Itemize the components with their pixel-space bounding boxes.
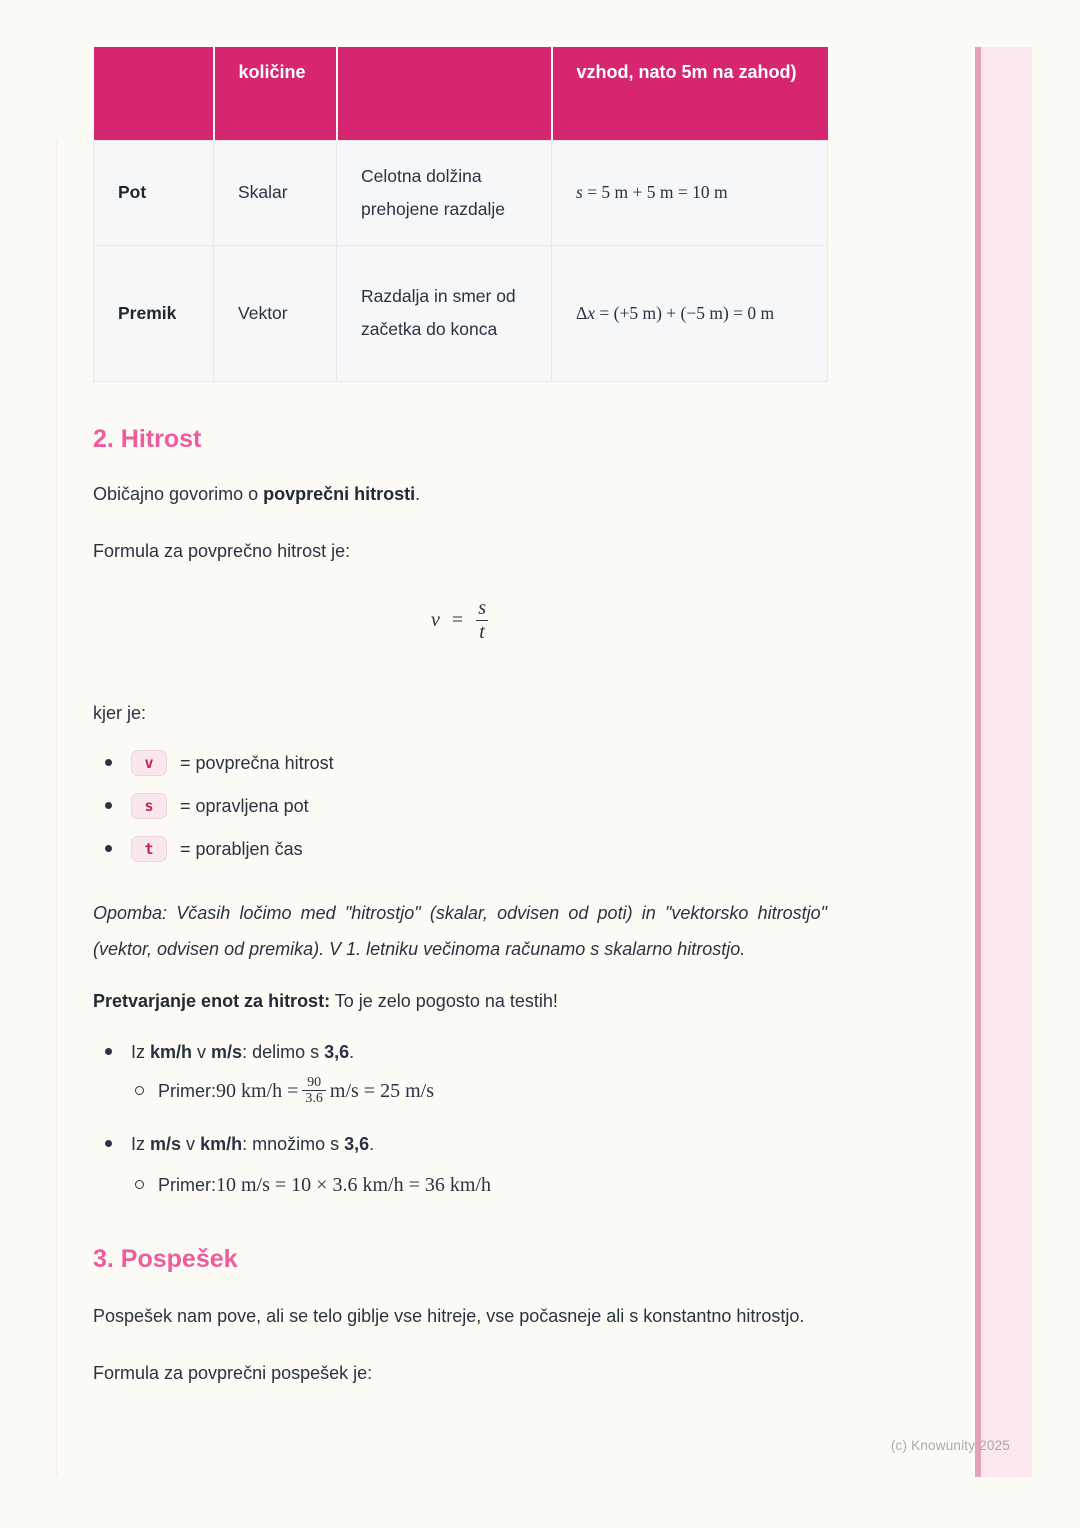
example-math-pre: 90 km/h = xyxy=(216,1079,299,1102)
conversion-heading-rest: To je zelo pogosto na testih! xyxy=(330,990,558,1011)
symbol-list xyxy=(93,749,827,863)
table-cell-term: Pot xyxy=(94,140,214,245)
pospesek-paragraph: Pospešek nam pove, ali se telo giblje vse hitreje, vse počasneje ali s konstantno hitrostjo. xyxy=(93,1305,805,1326)
table-cell-description: Celotna dolžina prehojene razdalje xyxy=(337,140,552,245)
example-math-post: m/s = 25 m/s xyxy=(329,1079,434,1102)
conv-text: . xyxy=(349,1041,355,1062)
example-label: Primer: xyxy=(158,1080,216,1101)
conv-bold: 3,6 xyxy=(324,1041,350,1062)
conversion-item-ms-to-kmh xyxy=(93,1130,827,1158)
section-heading-hitrost: 2. Hitrost xyxy=(93,424,202,453)
math-delta: Δ xyxy=(576,302,588,323)
table-cell-formula xyxy=(552,140,828,245)
sub-bullet-icon xyxy=(135,1180,144,1189)
note-paragraph: Opomba: Včasih ločimo med "hitrostjo" (skalar, odvisen od poti) in "vektorsko hitrostjo" (vektor, odvisen od premika). V 1. letniku večinoma računamo s skalarno hitrostjo. xyxy=(93,902,827,959)
example-label: Primer: xyxy=(158,1174,216,1195)
conv-text: . xyxy=(369,1133,375,1154)
table-header-row xyxy=(94,47,828,140)
bullet-icon xyxy=(105,759,112,766)
math-variable: s xyxy=(576,182,583,202)
symbol-badge-t: t xyxy=(131,836,167,862)
sub-bullet-icon xyxy=(135,1086,144,1095)
table-cell-kind: Vektor xyxy=(214,245,337,381)
conversion-example-1 xyxy=(135,1070,827,1112)
formula-equals: = xyxy=(451,608,464,631)
formula-fraction xyxy=(475,597,489,644)
list-item-label: = porabljen čas xyxy=(180,838,303,859)
intro-period: . xyxy=(415,483,421,504)
conv-text: : množimo s xyxy=(242,1133,345,1154)
table-header-cell-name xyxy=(94,47,214,140)
formula-lhs: v xyxy=(431,608,440,631)
list-item-label: = opravljena pot xyxy=(180,795,309,816)
table-header-cell-example: vzhod, nato 5m na zahod) xyxy=(552,47,828,140)
table-header-cell-quantity-type: količine xyxy=(214,47,337,140)
table-row-pot xyxy=(94,140,828,245)
average-speed-formula xyxy=(93,597,827,644)
list-item-t xyxy=(93,835,827,863)
right-margin-stripe-line xyxy=(975,47,981,1477)
conversion-list xyxy=(93,1038,827,1206)
table-header-cell-definition xyxy=(337,47,552,140)
right-margin-stripe-panel xyxy=(981,47,1032,1477)
example-math: 10 m/s = 10 × 3.6 km/h = 36 km/h xyxy=(216,1173,491,1196)
table-cell-description: Razdalja in smer od začetka do konca xyxy=(337,245,552,381)
bullet-icon xyxy=(105,845,112,852)
conversion-heading xyxy=(93,987,827,1015)
footer-credit: (c) Knowunity 2025 xyxy=(890,1438,1010,1453)
list-item-label: = povprečna hitrost xyxy=(180,752,334,773)
example-fraction xyxy=(302,1075,326,1107)
conv-bold: m/s xyxy=(150,1133,182,1154)
table-cell-term: Premik xyxy=(94,245,214,381)
fraction-numerator: s xyxy=(478,596,486,619)
fraction-denominator: t xyxy=(476,620,488,644)
bullet-icon xyxy=(105,1140,112,1147)
document-content xyxy=(93,0,827,1387)
conv-bold: km/h xyxy=(150,1041,193,1062)
conversion-item-kmh-to-ms xyxy=(93,1038,827,1066)
conv-text: Iz xyxy=(131,1133,151,1154)
acceleration-formula-lead: Formula za povprečni pospešek je: xyxy=(93,1362,373,1383)
list-item-s xyxy=(93,792,827,820)
list-item-v xyxy=(93,749,827,777)
conversion-example-2 xyxy=(135,1164,827,1206)
section-heading-pospesek: 3. Pospešek xyxy=(93,1244,238,1273)
table-cell-formula xyxy=(552,245,828,381)
formula-lead-text: Formula za povprečno hitrost je: xyxy=(93,540,351,561)
intro-text: Običajno govorimo o xyxy=(93,483,264,504)
math-variable: x xyxy=(587,302,596,323)
table-row-premik xyxy=(94,245,828,381)
conv-bold: km/h xyxy=(200,1133,243,1154)
conversion-heading-bold: Pretvarjanje enot za hitrost: xyxy=(93,990,331,1011)
bullet-icon xyxy=(105,1048,112,1055)
conv-bold: m/s xyxy=(211,1041,243,1062)
symbol-badge-s: s xyxy=(131,793,167,819)
where-label: kjer je: xyxy=(93,702,147,723)
math-expression: = (+5 m) + (−5 m) = 0 m xyxy=(595,302,775,323)
left-page-hairline xyxy=(56,140,57,1477)
fraction-denominator: 3.6 xyxy=(302,1090,326,1106)
symbol-badge-v: v xyxy=(131,750,167,776)
intro-paragraph xyxy=(93,480,827,508)
conv-text: : delimo s xyxy=(242,1041,325,1062)
quantity-comparison-table xyxy=(93,47,828,382)
intro-bold: povprečni hitrosti xyxy=(263,483,416,504)
table-cell-kind: Skalar xyxy=(214,140,337,245)
bullet-icon xyxy=(105,802,112,809)
conv-text: Iz xyxy=(131,1041,151,1062)
conv-text: v xyxy=(181,1133,201,1154)
fraction-numerator: 90 xyxy=(307,1074,322,1090)
conv-text: v xyxy=(192,1041,212,1062)
conv-bold: 3,6 xyxy=(344,1133,370,1154)
math-expression: = 5 m + 5 m = 10 m xyxy=(582,182,728,202)
